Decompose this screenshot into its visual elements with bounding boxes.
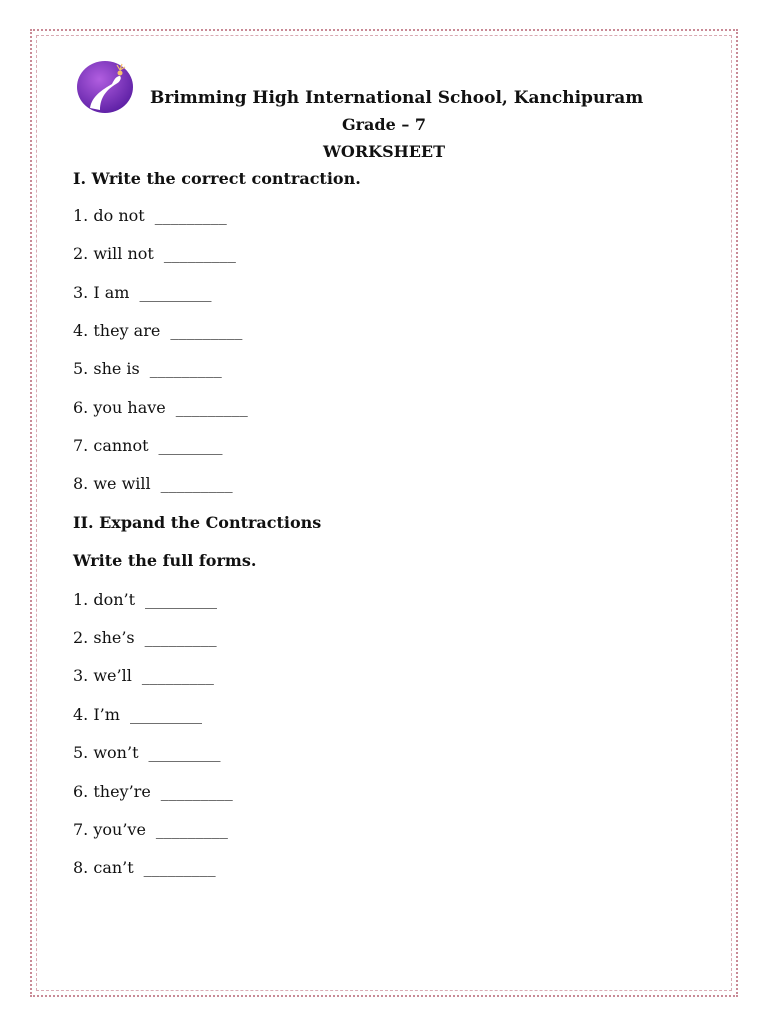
section2-item: 8. can’t _________ <box>73 858 216 877</box>
section1-item: 8. we will _________ <box>73 474 233 493</box>
section2-item: 2. she’s _________ <box>73 628 217 647</box>
answer-blank: _________ <box>145 590 218 609</box>
answer-blank: _________ <box>175 398 248 417</box>
answer-blank: _________ <box>139 283 212 302</box>
answer-blank: _________ <box>149 359 222 378</box>
answer-blank: _________ <box>129 705 202 724</box>
answer-blank: _________ <box>144 628 217 647</box>
answer-blank: _________ <box>141 666 214 685</box>
section1-item: 4. they are _________ <box>73 321 243 340</box>
section1-item: 2. will not _________ <box>73 244 236 263</box>
section2-item: 1. don’t _________ <box>73 590 218 609</box>
school-logo <box>76 60 136 114</box>
section2-heading: II. Expand the Contractions <box>73 513 322 532</box>
worksheet-title: WORKSHEET <box>322 142 446 161</box>
answer-blank: _________ <box>155 820 228 839</box>
section2-item: 5. won’t _________ <box>73 743 221 762</box>
answer-blank: _________ <box>170 321 243 340</box>
answer-blank: _________ <box>143 858 216 877</box>
answer-blank: _________ <box>154 206 227 225</box>
answer-blank: _________ <box>163 244 236 263</box>
answer-blank: _________ <box>160 474 233 493</box>
section1-item: 1. do not _________ <box>73 206 227 225</box>
school-name: Brimming High International School, Kanchipuram <box>150 88 644 108</box>
grade-label: Grade – 7 <box>341 115 427 134</box>
section1-item: 7. cannot ________ <box>73 436 223 455</box>
section1-item: 3. I am _________ <box>73 283 212 302</box>
section1-item: 5. she is _________ <box>73 359 222 378</box>
section2-item: 3. we’ll _________ <box>73 666 214 685</box>
section2-subheading: Write the full forms. <box>73 551 257 570</box>
section1-item: 6. you have _________ <box>73 398 248 417</box>
section2-item: 6. they’re _________ <box>73 782 233 801</box>
answer-blank: _________ <box>160 782 233 801</box>
answer-blank: _________ <box>148 743 221 762</box>
answer-blank: ________ <box>158 436 223 455</box>
section2-item: 7. you’ve _________ <box>73 820 228 839</box>
section2-item: 4. I’m _________ <box>73 705 202 724</box>
section1-heading: I. Write the correct contraction. <box>73 169 361 188</box>
